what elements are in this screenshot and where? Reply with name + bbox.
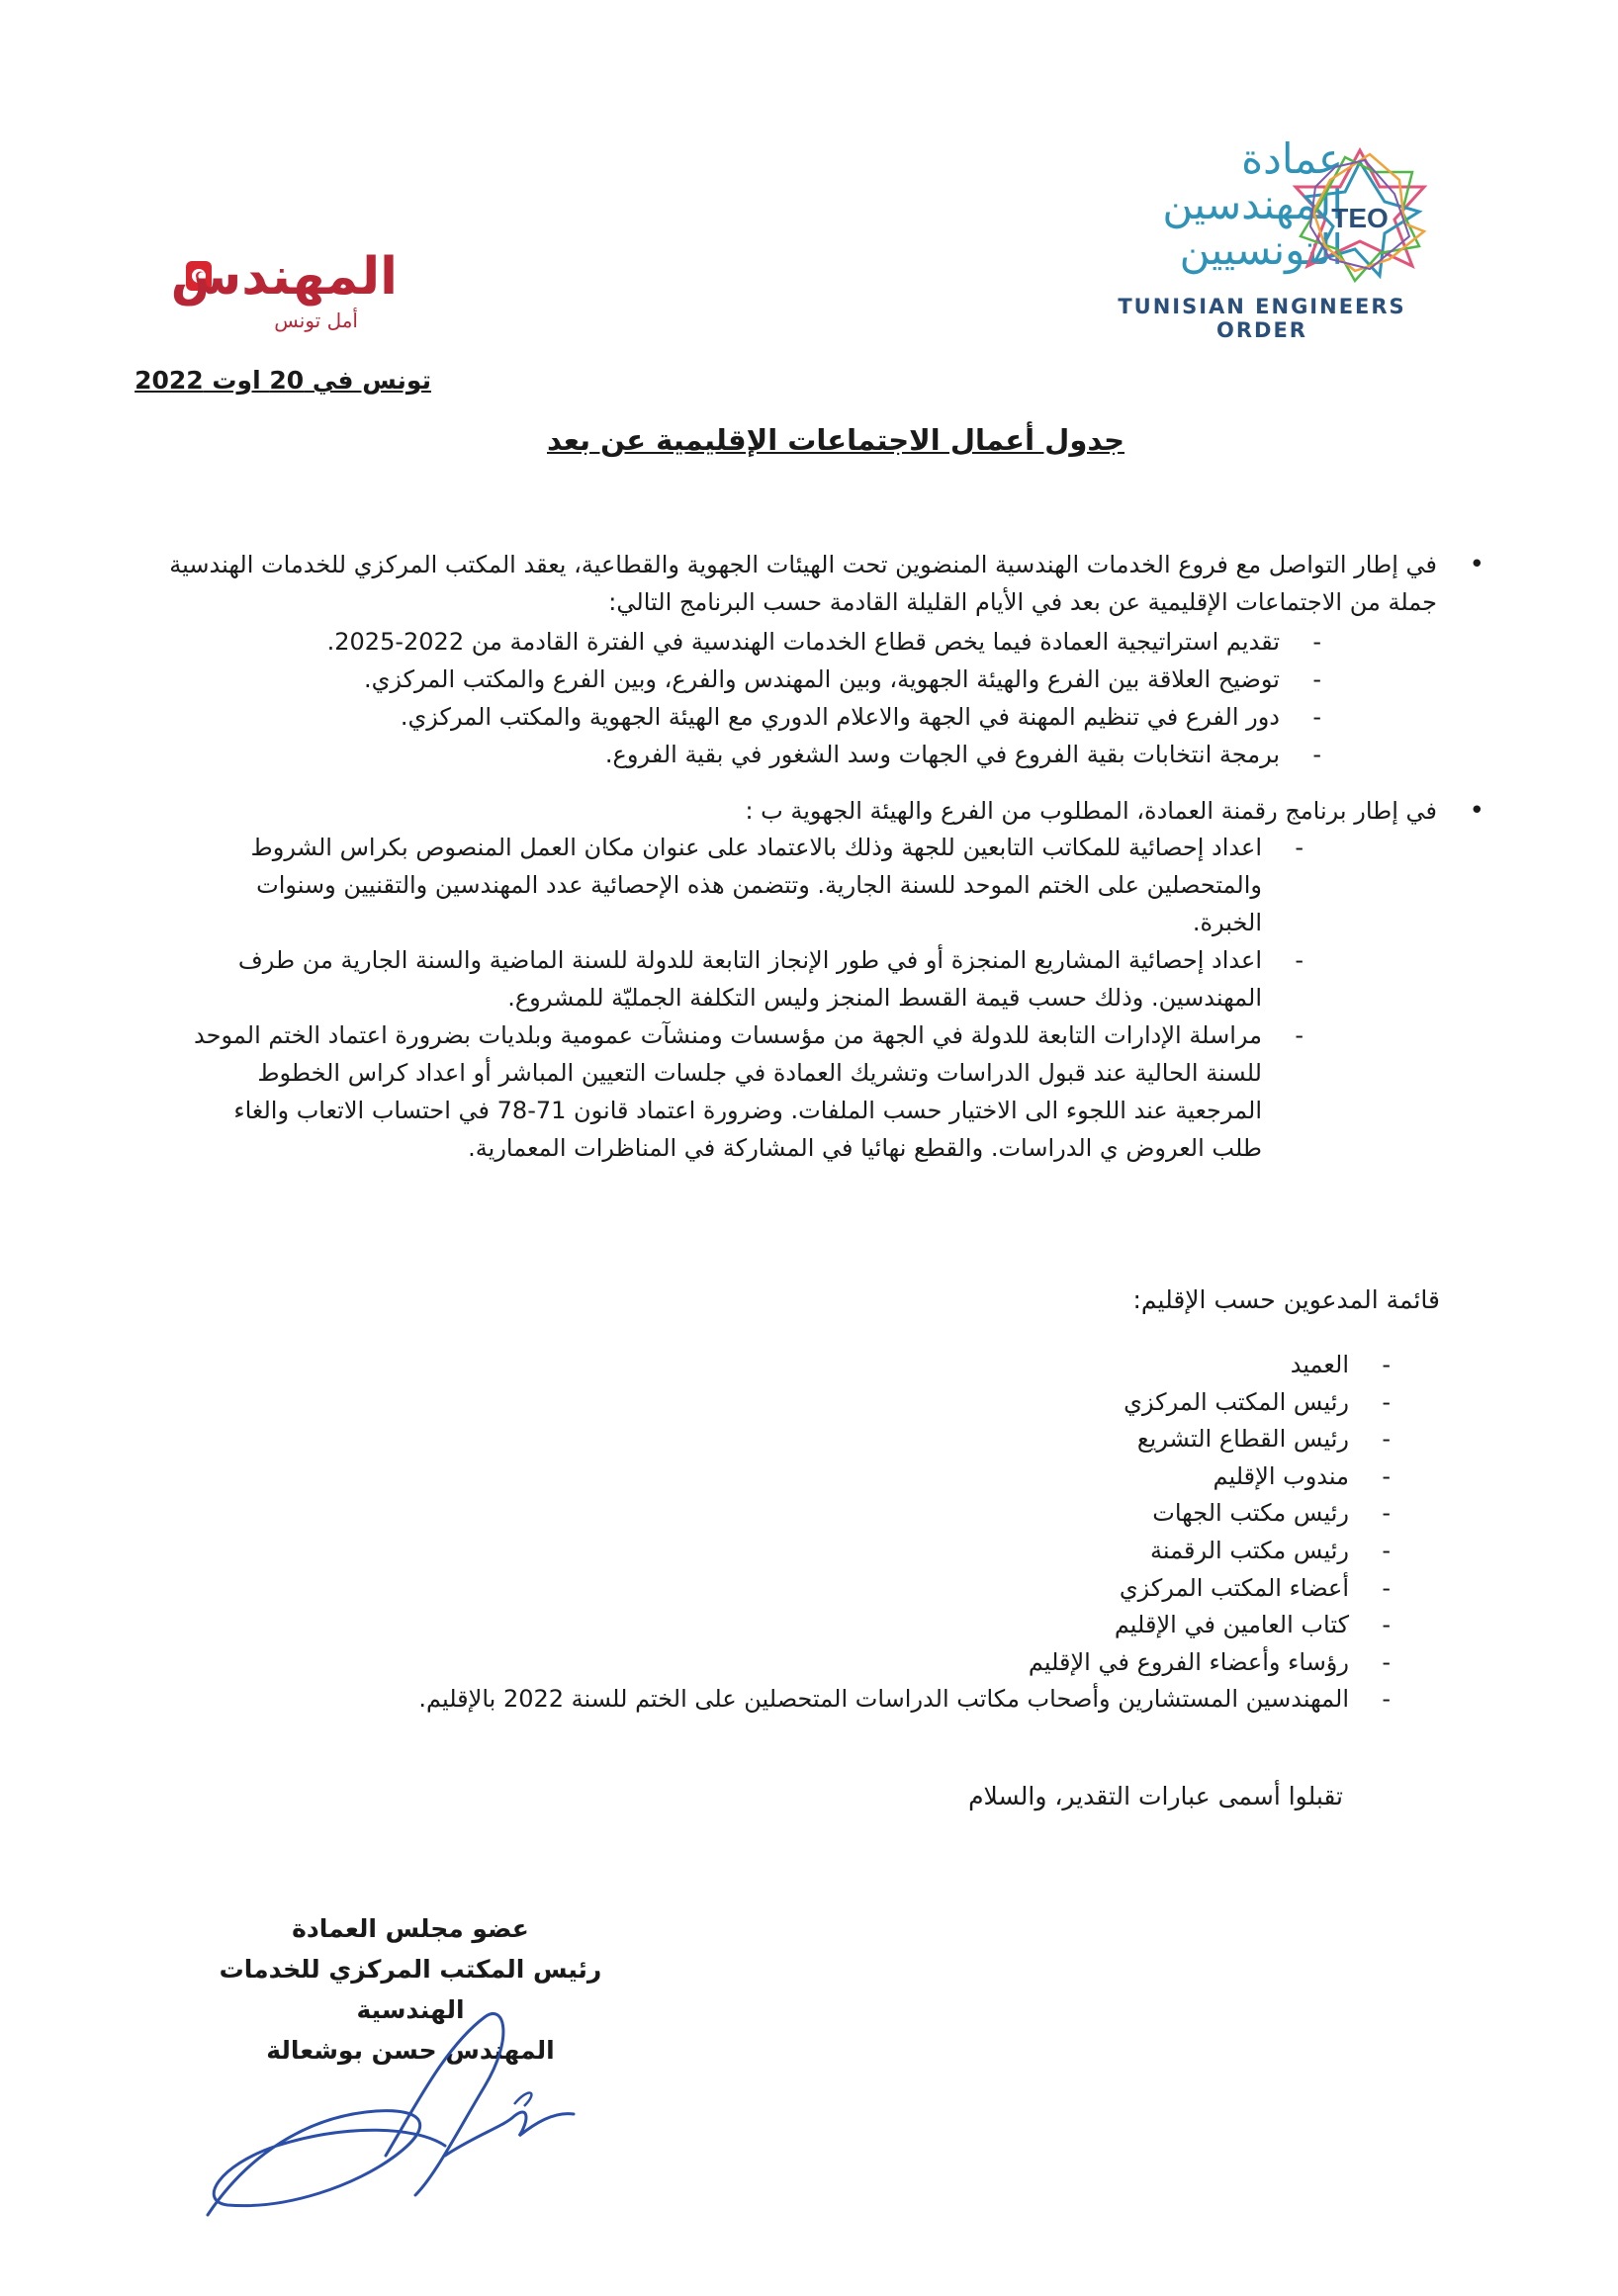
- list-item: [233, 661, 1321, 698]
- invitees-title: قائمة المدعوين حسب الإقليم:: [1132, 1285, 1440, 1314]
- teo-name-line: المهندسين: [1162, 180, 1343, 228]
- list-item: [233, 698, 1321, 736]
- handwritten-signature-icon: [188, 1997, 593, 2225]
- invitee-name: المهندسين المستشارين وأصحاب مكاتب الدراسات المتحصلين على الختم للسنة 2022 بالإقليم.: [418, 1685, 1349, 1714]
- section-2-intro: [166, 792, 1484, 830]
- teo-english-name: TUNISIAN ENGINEERS ORDER: [1118, 295, 1406, 342]
- list-item: [181, 829, 1303, 941]
- signatory-name: المهندس حسن بوشعالة: [266, 2036, 555, 2065]
- section-1-list: [233, 623, 1321, 773]
- list-item: [204, 1607, 1391, 1644]
- signatory-position: رئيس المكتب المركزي للخدمات الهندسية: [219, 1955, 602, 2024]
- mohandes-word: المهندس: [170, 247, 398, 307]
- dash-bullet: -: [1312, 665, 1321, 693]
- document-date: تونس في 20 اوت 2022: [135, 366, 431, 395]
- dash-bullet: -: [1382, 1351, 1391, 1378]
- section-1-intro-text: في إطار التواصل مع فروع الخدمات الهندسية المنضوين تحت الهيئات الجهوية والقطاعية، يعقد المكتب المركزي للخدمات الهندسية جملة من الاجتماعات الإقليمية عن بعد في الأيام القليلة القادمة حسب البرنامج التالي:: [169, 551, 1437, 616]
- invitee-name: رئيس المكتب المركزي: [1124, 1387, 1349, 1416]
- invitee-name: رؤساء وأعضاء الفروع في الإقليم: [1028, 1647, 1349, 1676]
- section-1-intro: [166, 546, 1484, 621]
- dash-bullet: -: [1382, 1536, 1391, 1564]
- dash-bullet: -: [1382, 1573, 1391, 1602]
- invitee-name: كتاب العامين في الإقليم: [1114, 1611, 1349, 1639]
- dash-bullet: -: [1382, 1685, 1391, 1714]
- list-item: [204, 1681, 1391, 1719]
- dash-bullet: -: [1382, 1425, 1391, 1454]
- list-item: [204, 1495, 1391, 1533]
- list-item: [204, 1384, 1391, 1422]
- signatory-role: عضو مجلس العمادة: [292, 1914, 529, 1943]
- dash-bullet: -: [1312, 628, 1321, 656]
- dash-bullet: -: [1312, 741, 1321, 768]
- list-item-text: اعداد إحصائية المشاريع المنجزة أو في طور الإنجاز التابعة للدولة للسنة الماضية والسنة الجارية من طرف المهندسين. وذلك حسب قيمة القسط المنجز وليس التكلفة الجمليّة للمشروع.: [237, 946, 1262, 1012]
- list-item: [204, 1347, 1391, 1384]
- dash-bullet: -: [1295, 1021, 1303, 1049]
- list-item-text: اعداد إحصائية للمكاتب التابعين للجهة وذلك بالاعتماد على عنوان مكان العمل المنصوص بكراس الشروط والمتحصلين على الختم الموحد للسنة الجارية. وتتضمن هذه الإحصائية عدد المهندسين والتقنيين وسنوات الخبرة.: [250, 834, 1262, 936]
- dash-bullet: -: [1312, 703, 1321, 731]
- list-item: [204, 1421, 1391, 1458]
- closing-line: تقبلوا أسمى عبارات التقدير، والسلام: [968, 1782, 1343, 1810]
- invitee-name: رئيس مكتب الجهات: [1152, 1499, 1349, 1528]
- list-item-text: توضيح العلاقة بين الفرع والهيئة الجهوية، وبين المهندس والفرع، وبين الفرع والمكتب المركزي.: [363, 665, 1280, 693]
- dash-bullet: -: [1382, 1499, 1391, 1528]
- list-item-text: مراسلة الإدارات التابعة للدولة في الجهة من مؤسسات ومنشآت عمومية وبلديات بضرورة اعتماد الختم الموحد للسنة الحالية عند قبول الدراسات وتشريك العمادة في جلسات التعيين المباشر أو اعداد كراس الخطوط المرجعية عند اللجوء الى الاختيار حسب الملفات. وضرورة اعتماد قانون 71-78 في احتساب الاتعاب والغاء طلب العروض ي الدراسات. والقطع نهائيا في المشاركة في المناظرات المعمارية.: [194, 1021, 1262, 1162]
- teo-star-icon: [1286, 142, 1434, 291]
- mohandes-tagline: أمل تونس: [274, 309, 358, 332]
- list-item-text: برمجة انتخابات بقية الفروع في الجهات وسد الشغور في بقية الفروع.: [604, 741, 1280, 768]
- invitee-name: العميد: [1290, 1351, 1349, 1378]
- mohandes-logo: [170, 247, 417, 346]
- list-item-text: دور الفرع في تنظيم المهنة في الجهة والاعلام الدوري مع الهيئة الجهوية والمكتب المركزي.: [400, 703, 1280, 731]
- teo-name-line: عمادة: [1241, 134, 1343, 183]
- bullet-icon: •: [1469, 796, 1484, 826]
- list-item: [204, 1570, 1391, 1608]
- invitee-name: أعضاء المكتب المركزي: [1119, 1573, 1349, 1602]
- list-item: [204, 1458, 1391, 1496]
- teo-logo: [1078, 134, 1434, 342]
- dash-bullet: -: [1382, 1461, 1391, 1490]
- list-item-text: تقديم استراتيجية العمادة فيما يخص قطاع الخدمات الهندسية في الفترة القادمة من 2022-2025.: [326, 628, 1280, 656]
- dash-bullet: -: [1295, 834, 1303, 861]
- invitee-name: مندوب الإقليم: [1213, 1461, 1349, 1490]
- section-2-list: [181, 829, 1303, 1167]
- dash-bullet: -: [1382, 1647, 1391, 1676]
- list-item: [233, 623, 1321, 661]
- teo-abbr: TEO: [1331, 203, 1389, 233]
- list-item: [181, 941, 1303, 1016]
- list-item: [204, 1533, 1391, 1570]
- list-item: [181, 1016, 1303, 1167]
- list-item: [233, 736, 1321, 773]
- document-title: جدول أعمال الاجتماعات الإقليمية عن بعد: [547, 423, 1124, 457]
- section-2-intro-text: في إطار برنامج رقمنة العمادة، المطلوب من الفرع والهيئة الجهوية ب :: [745, 797, 1437, 825]
- invitee-name: رئيس مكتب الرقمنة: [1150, 1536, 1349, 1564]
- dash-bullet: -: [1382, 1387, 1391, 1416]
- teo-name-line: التونسيين: [1179, 225, 1343, 274]
- invitee-name: رئيس القطاع التشريع: [1136, 1425, 1349, 1454]
- dash-bullet: -: [1295, 946, 1303, 974]
- dash-bullet: -: [1382, 1611, 1391, 1639]
- invitees-list: [204, 1347, 1391, 1719]
- bullet-icon: •: [1469, 550, 1484, 579]
- list-item: [204, 1644, 1391, 1682]
